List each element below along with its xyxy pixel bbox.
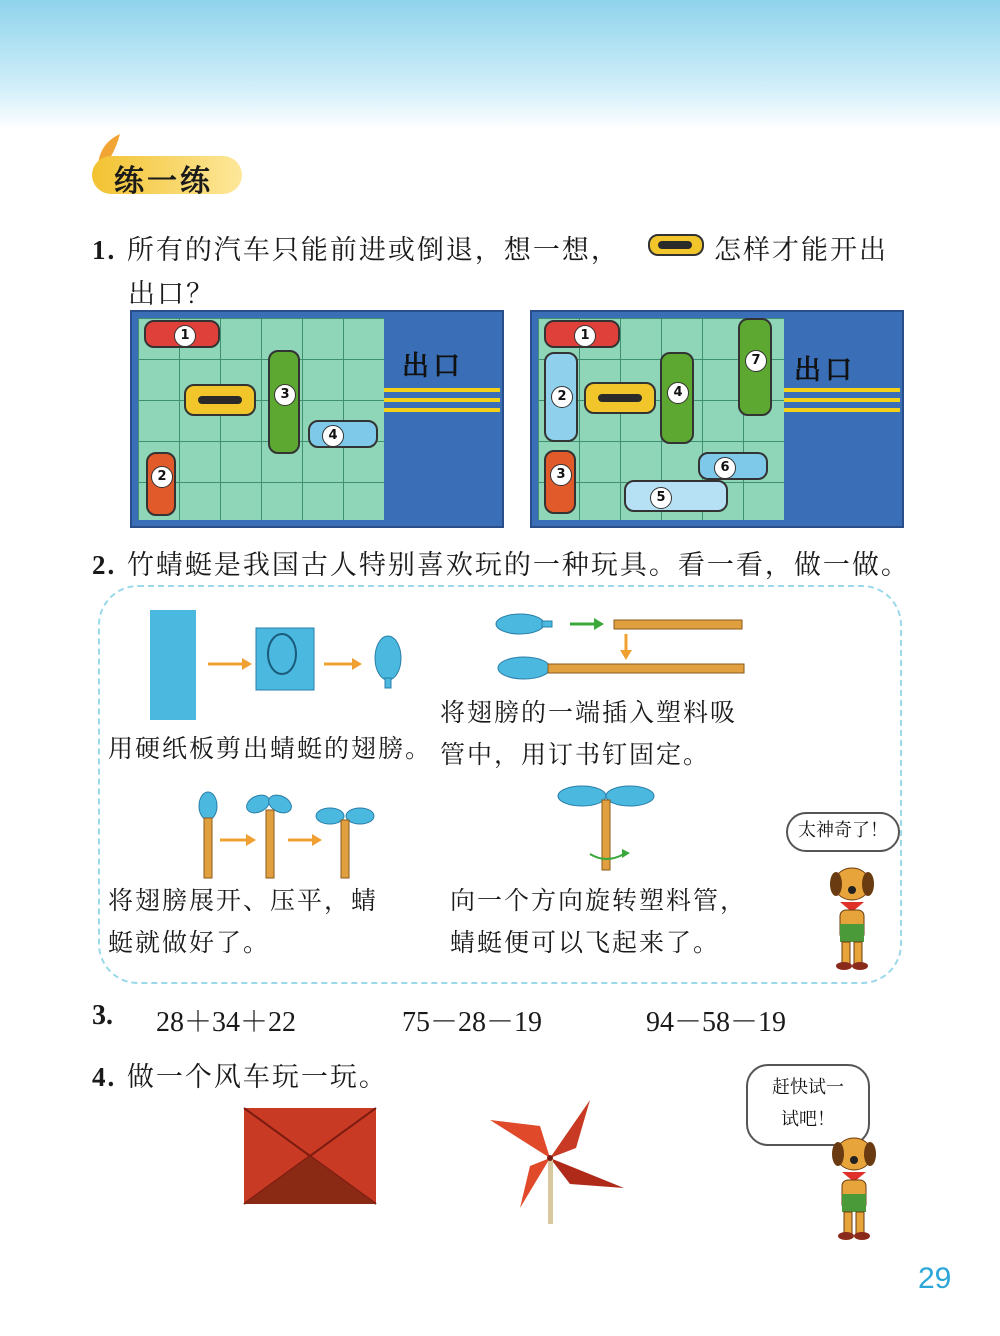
truck-4[interactable]: 4 (660, 352, 694, 444)
step4-illustration (550, 778, 660, 878)
bubble2-line2: 试吧！ (781, 1109, 835, 1130)
yellow-car-icon (648, 232, 704, 258)
step2-text-a: 将翅膀的一端插入塑料吸 (440, 698, 738, 727)
step3-illustration (190, 790, 390, 880)
truck-7[interactable]: 7 (738, 318, 772, 416)
exit-label-1: 出口 (402, 351, 464, 382)
dog-mascot-icon-2 (812, 1132, 896, 1242)
q1-text-a: 所有的汽车只能前进或倒退，想一想， (126, 235, 620, 266)
speech-bubble-1: 太神奇了！ (786, 812, 900, 852)
step3-text-b: 蜓就做好了。 (108, 928, 271, 957)
step1-illustration (140, 606, 430, 726)
dog-mascot-icon (810, 862, 894, 972)
section-title (92, 150, 252, 200)
pinwheel-illustration (480, 1096, 630, 1226)
q3-number: 3. (92, 1000, 113, 1031)
target-yellow-car-2[interactable] (584, 382, 656, 414)
puzzle-board-2 (530, 310, 904, 528)
q4-text: 做一个风车玩一玩。 (126, 1062, 388, 1093)
q3-expression-1: 28＋34＋22 (156, 1007, 297, 1038)
truck-2[interactable]: 2 (544, 352, 578, 442)
paper-square-illustration (240, 1104, 380, 1208)
section-title-text: 练一练 (114, 164, 213, 199)
puzzle-board-1 (130, 310, 504, 528)
exit-label-2: 出口 (794, 355, 856, 386)
step4-text-a: 向一个方向旋转塑料管， (450, 886, 748, 915)
top-banner (0, 0, 1000, 130)
target-yellow-car-1[interactable] (184, 384, 256, 416)
car-4[interactable]: 4 (308, 420, 378, 448)
q3-expression-2: 75－28－19 (402, 1007, 543, 1038)
truck-3[interactable]: 3 (268, 350, 300, 454)
step3-text-a: 将翅膀展开、压平，蜻 (108, 886, 379, 915)
step1-text: 用硬纸板剪出蜻蜓的翅膀。 (108, 734, 433, 763)
q3-expression-3: 94－58－19 (646, 1007, 787, 1038)
car-1[interactable]: 1 (144, 320, 220, 348)
page-number: 29 (918, 1262, 952, 1295)
q4-number: 4. (92, 1062, 117, 1092)
q2-text: 竹蜻蜓是我国古人特别喜欢玩的一种玩具。看一看，做一做。 (126, 550, 910, 581)
step2-text-b: 管中，用订书钉固定。 (440, 740, 711, 769)
q4-line (92, 1055, 388, 1094)
step4-text-b: 蜻蜓便可以飞起来了。 (450, 928, 721, 957)
q2-number: 2. (92, 550, 117, 580)
car-3[interactable]: 3 (544, 450, 576, 514)
car-1[interactable]: 1 (544, 320, 620, 348)
step2-illustration (490, 606, 750, 686)
car-2[interactable]: 2 (146, 452, 176, 516)
exit-road-1 (384, 378, 500, 422)
q1-text-b: 怎样才能开出 (714, 235, 888, 266)
car-6[interactable]: 6 (698, 452, 768, 480)
truck-5[interactable]: 5 (624, 480, 728, 512)
bubble2-line1: 赶快试一 (772, 1077, 844, 1098)
q1-number: 1. (92, 235, 117, 265)
q2-line (92, 543, 910, 582)
q1-line1 (92, 228, 620, 267)
q1-text-c: 出口？ (128, 279, 215, 310)
